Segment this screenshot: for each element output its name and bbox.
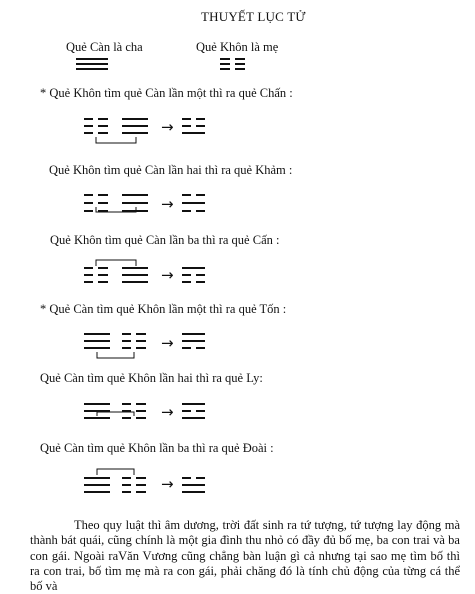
can-trigram-icon — [76, 59, 108, 69]
row-4-diagram — [84, 334, 205, 358]
arrow-6: → — [161, 475, 174, 493]
section-6-label: Quẻ Càn tìm quẻ Khôn lần ba thì ra quẻ Đoài : — [40, 441, 274, 455]
row-6-diagram — [84, 469, 205, 492]
section-4-label: * Quẻ Càn tìm quẻ Khôn lần một thì ra quẻ Tốn : — [40, 302, 287, 316]
row-3-diagram — [84, 260, 205, 282]
arrow-3: → — [161, 266, 174, 284]
mother-label: Quẻ Khôn là mẹ — [196, 40, 279, 54]
arrow-2: → — [161, 195, 174, 213]
section-1-label: * Quẻ Khôn tìm quẻ Càn lần một thì ra quẻ Chấn : — [40, 86, 293, 100]
arrow-4: → — [161, 334, 174, 352]
section-5-label: Quẻ Càn tìm quẻ Khôn lần hai thì ra quẻ Ly: — [40, 371, 263, 385]
row-5-diagram — [84, 403, 205, 421]
row-2-diagram — [84, 195, 205, 212]
section-2-label: Quẻ Khôn tìm quẻ Càn lần hai thì ra quẻ Khảm : — [49, 163, 293, 177]
body-paragraph — [30, 518, 460, 594]
row-1-diagram — [84, 119, 205, 143]
paragraph-text: Theo quy luật thì âm dương, trời đất sinh ra tứ tượng, tứ tượng lay động mà thành bát quái, cũng chính là một gia đình thu nhỏ có đầy đủ bố mẹ, ba con trai và ba con gái. Ngoài raVăn Vương cũng chẳng bàn luận gì cả nhưng tại sao mẹ tìm bố thì ra con trai, bố tìm mẹ mà ra con gái, phải chăng đó là tính chủ động của từng cá thể bố và — [30, 518, 460, 594]
khon-trigram-icon — [220, 59, 245, 69]
father-label: Quẻ Càn là cha — [66, 40, 143, 54]
arrow-1: → — [161, 118, 174, 136]
section-3-label: Quẻ Khôn tìm quẻ Càn lần ba thì ra quẻ Cấn : — [50, 233, 280, 247]
page-title: THUYẾT LỤC TỬ — [201, 9, 306, 24]
arrow-5: → — [161, 403, 174, 421]
